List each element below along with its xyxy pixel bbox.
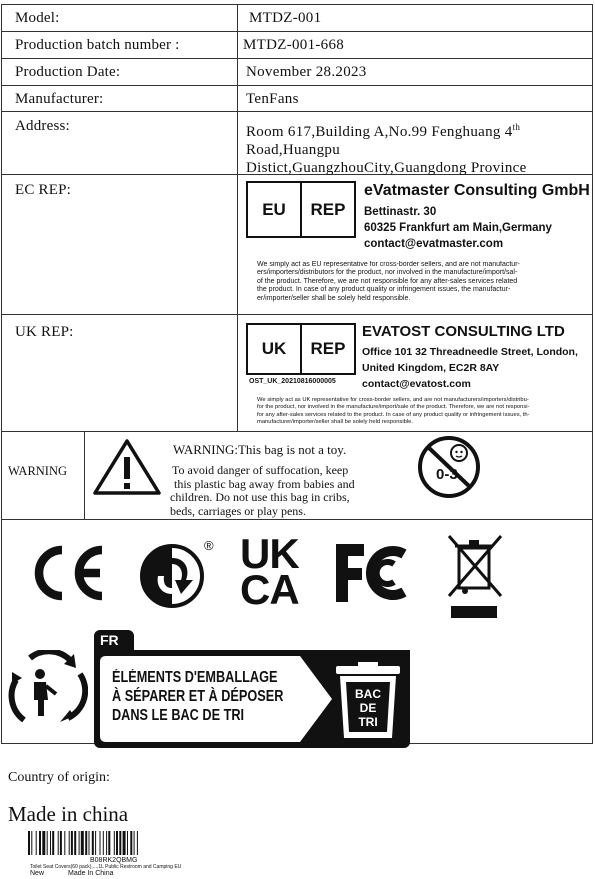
barcode-bar (79, 831, 80, 855)
barcode-bar (123, 831, 126, 855)
warning-text-line: children. Do not use this bag in cribs, (170, 490, 350, 504)
barcode-bar (50, 831, 51, 855)
manufacturer-value: TenFans (246, 91, 299, 107)
barcode-bar (130, 831, 132, 855)
registered-mark: ® (204, 538, 214, 553)
ec-rep-city: 60325 Frankfurt am Main,Germany (364, 222, 552, 234)
fcc-mark-icon (332, 540, 422, 606)
barcode-bar (69, 831, 70, 855)
barcode-bar (60, 831, 62, 855)
age-badge-text: 0-3 (436, 466, 458, 483)
uk-box-label: UK (248, 325, 302, 373)
manufacturer-label: Manufacturer: (15, 91, 104, 107)
batch-value: MTDZ-001-668 (243, 37, 345, 53)
address-line-3: Distict,GuangzhouCity,Guangdong Province (246, 160, 527, 176)
rep-box-label: REP (310, 199, 346, 219)
barcode-code: B08RK2QBMG (90, 857, 138, 864)
triman-panel (94, 650, 410, 748)
warning-triangle-icon (92, 438, 162, 496)
uk-disclaimer-line: for any after-sales services related to the product. In case of any product quality or infringement issues, th- (257, 411, 530, 418)
barcode-bar (31, 831, 32, 855)
barcode-bar (47, 831, 48, 855)
barcode-bar (114, 831, 115, 855)
ukca-mark (240, 530, 299, 613)
row-model (2, 5, 592, 32)
ec-disclaimer-line: er/importer/seller shall be solely held responsible. (257, 294, 411, 302)
eu-box-label: EU (248, 183, 302, 236)
barcode-bar (89, 831, 90, 855)
triman-text (112, 668, 283, 725)
barcode-bar (42, 831, 45, 855)
label-table (1, 4, 593, 744)
barcode-bar (127, 831, 128, 855)
row-production-date (2, 59, 592, 86)
ukca-bottom: CA (240, 566, 299, 613)
uk-rep-label: UK REP: (15, 324, 74, 340)
address-line-1: Room 617,Building A,No.99 Fenghuang 4 (246, 124, 513, 140)
ec-rep-label: EC REP: (15, 182, 71, 198)
barcode-condition: New (30, 870, 45, 877)
row-manufacturer (2, 86, 592, 112)
date-value: November 28.2023 (246, 64, 367, 80)
triman-fr-tab (94, 630, 134, 652)
barcode-bar (36, 831, 37, 855)
barcode-bar (116, 831, 118, 855)
warning-text (172, 464, 355, 518)
ec-disclaimer-line: We simply act as EU representative for cross-border sellers, and are not manufactur- (257, 261, 520, 268)
barcode-bar (58, 831, 59, 855)
uk-rep-code: OST_UK_20210816000005 (249, 378, 336, 385)
triman-fr-label: FR (100, 632, 119, 648)
barcode-made-in: Made In China (68, 870, 114, 877)
uk-disclaimer-line: manufacturer/importer/seller shall be solely held responsible. (257, 419, 413, 426)
warning-text-line: this plastic bag away from babies and (174, 476, 355, 491)
barcode-bar (103, 831, 104, 855)
row-warning (2, 432, 592, 520)
address-sup: th (512, 122, 521, 132)
ec-disclaimer-line: the product. In case of any product quality or infringement issues, the manufactur- (257, 286, 511, 294)
barcode-bar (64, 831, 65, 855)
barcode-bar (92, 831, 94, 855)
barcode-bar (39, 831, 41, 855)
uk-disclaimer-line: We simply act as UK representative for cross-border sellers, and are not manufacturers/importers/distribu- (257, 397, 529, 403)
barcode-bar (71, 831, 73, 855)
ec-rep-mark (246, 181, 356, 238)
uk-disclaimer-line: for the product, nor involved in the manufacture/import/sale of the product. Therefore, we are not responsi- (257, 404, 530, 411)
warning-label: WARNING (8, 464, 68, 478)
uk-rep-address (362, 344, 592, 392)
row-batch (2, 32, 592, 59)
barcode-bar (52, 831, 54, 855)
triman-bin-icon (332, 660, 404, 744)
address-label: Address: (15, 118, 70, 134)
row-ec-rep (2, 175, 592, 315)
barcode-bar (108, 831, 110, 855)
row-uk-rep (2, 315, 592, 432)
uk-rep-disclaimer (257, 397, 592, 427)
ec-rep-street: Bettinastr. 30 (364, 206, 437, 218)
ec-rep-email: contact@evatmaster.com (364, 238, 504, 250)
triman-line: DANS LE BAC DE TRI (112, 707, 245, 724)
barcode-icon (28, 831, 228, 859)
barcode-bar (81, 831, 84, 855)
barcode-bar (134, 831, 135, 855)
uk-rep-box-label: REP (310, 339, 346, 358)
triman-line: ÉLÉMENTS D'EMBALLAGE (112, 669, 278, 686)
triman-line: À SÉPARER ET À DÉPOSER (112, 688, 284, 705)
country-of-origin-value: Made in china (8, 802, 129, 826)
row-address (2, 112, 592, 175)
barcode-bar (85, 831, 87, 855)
triman-recycling-person-icon (8, 650, 88, 726)
ce-mark-icon (26, 544, 108, 602)
uk-rep-mark (246, 323, 356, 375)
ec-rep-address (364, 204, 552, 252)
model-value: MTDZ-001 (249, 10, 322, 26)
date-label: Production Date: (15, 64, 121, 80)
uk-rep-street: Office 101 32 Threadneedle Street, London, (362, 346, 578, 358)
ec-disclaimer-line: ers/importers/distributors for the product, nor involved in the manufacture/import/sal- (257, 269, 518, 277)
barcode-bar (28, 831, 30, 855)
ukca-top: UK (240, 530, 299, 577)
weee-crossed-bin-icon (445, 534, 505, 620)
warning-text-line: To avoid danger of suffocation, keep (172, 463, 349, 477)
ec-rep-company: eVatmaster Consulting GmbH (364, 182, 590, 199)
address-value (246, 118, 527, 177)
batch-label: Production batch number : (15, 37, 180, 53)
barcode-bar (100, 831, 101, 855)
barcode-bar (137, 831, 138, 855)
bin-line: BAC (355, 687, 381, 701)
not-for-0-3-years-icon (416, 435, 482, 499)
barcode-description: Toilet Seat Covers(60 pack),...,1L Public Restroom and Camping EU (30, 864, 182, 870)
ec-rep-disclaimer (257, 261, 592, 303)
row-marks (2, 520, 592, 743)
model-label: Model: (15, 10, 60, 26)
uk-rep-email: contact@evatost.com (362, 378, 471, 390)
barcode-bar (95, 831, 96, 855)
warning-title: WARNING:This bag is not a toy. (173, 442, 347, 457)
barcode-bar (74, 831, 76, 855)
barcode-bar (106, 831, 107, 855)
barcode-bar (119, 831, 121, 855)
warning-text-line: beds, carriages or play pens. (170, 503, 306, 518)
uk-rep-company: EVATOST CONSULTING LTD (362, 323, 565, 340)
ec-disclaimer-line: of the product. Therefore, we are not responsible for any after-sales services related (257, 277, 518, 285)
uk-rep-city: United Kingdom, EC2R 8AY (362, 362, 500, 374)
address-line-2: Road,Huangpu (246, 142, 341, 158)
bin-line: TRI (358, 715, 378, 729)
bin-line: DE (359, 701, 377, 715)
green-dot-recycling-icon (138, 540, 208, 610)
country-of-origin-label: Country of origin: (8, 770, 110, 785)
